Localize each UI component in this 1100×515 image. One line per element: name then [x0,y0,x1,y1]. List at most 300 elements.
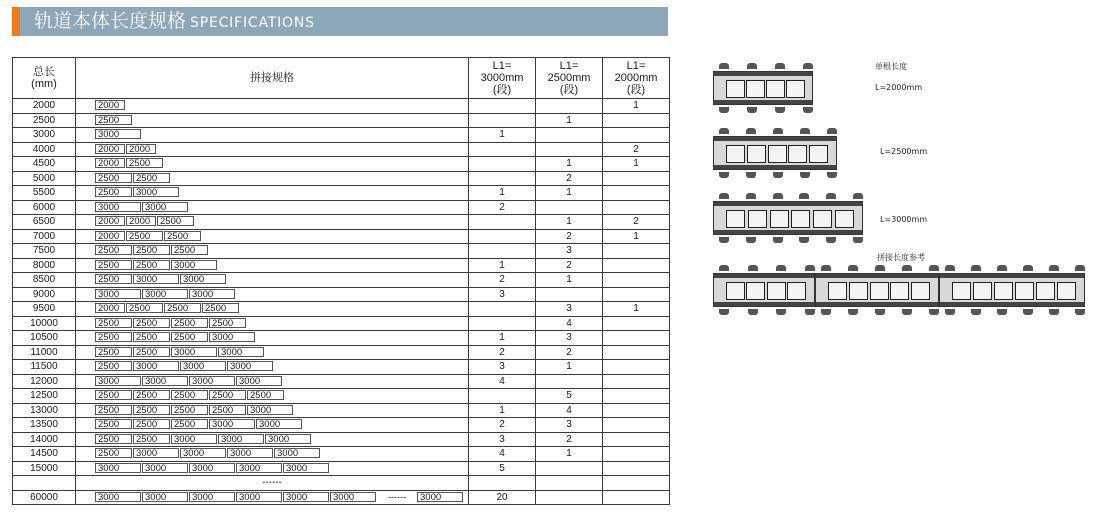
rail-roller [971,265,981,271]
rail-2000-label: L=2000mm [875,83,923,92]
total-length-cell: 4500 [13,157,76,172]
count-2500-cell: 3 [536,244,603,259]
total-length-cell: 15000 [13,461,76,476]
segment-box: 2000 [95,100,125,110]
rail-band [940,274,1084,278]
segment-box: 2500 [95,260,132,270]
segment-box: 2000 [95,216,125,226]
count-3000-cell [469,171,536,186]
col-l3000: L1= 3000mm (段) [469,58,536,99]
rail-window [770,210,789,228]
segment-box: 3000 [236,376,282,386]
segment-box: 2500 [164,303,201,313]
spec-table [12,57,670,505]
rail-band [714,72,812,76]
count-2500-cell [536,287,603,302]
table-row [13,490,670,505]
total-length-cell: 11000 [13,345,76,360]
table-row [13,360,670,375]
count-3000-cell: 3 [469,287,536,302]
count-3000-cell [469,142,536,157]
rail-roller [853,193,863,199]
rail-roller [800,128,810,134]
rail-roller [875,309,885,315]
count-2000-cell [603,360,670,375]
count-2000-cell: 2 [603,215,670,230]
segment-box: 3000 [227,448,273,458]
segment-box: 3000 [274,448,320,458]
rail-window [726,282,745,300]
table-header-row [13,58,670,99]
rail-roller [997,309,1007,315]
total-length-cell: 12000 [13,374,76,389]
count-2500-cell: 3 [536,418,603,433]
rail-roller [748,309,758,315]
config-cell [76,186,469,201]
col-l2500: L1= 2500mm (段) [536,58,603,99]
count-2500-cell [536,99,603,114]
rail-body [713,136,837,170]
rail-window [787,282,806,300]
count-3000-cell [469,244,536,259]
segment-box: 3000 [133,448,179,458]
config-cell [76,157,469,172]
rail-band [714,302,814,306]
segment-box: 3000 [142,202,188,212]
rail-body [815,273,939,307]
rail-3000-drawing [713,193,863,243]
rail-roller [746,172,756,178]
total-length-cell: 11500 [13,360,76,375]
section-title [34,9,315,36]
rail-roller [747,107,757,113]
rail-window [994,282,1013,300]
segment-box: 3000 [95,129,141,139]
segment-box: 2500 [95,318,132,328]
config-cell [76,447,469,462]
table-row [13,200,670,215]
rail-body [713,71,813,105]
segment-box: 3000 [236,492,282,502]
count-2500-cell: 2 [536,432,603,447]
total-length-cell: 8500 [13,273,76,288]
total-length-cell: 13000 [13,403,76,418]
segment-box: 2500 [133,434,170,444]
segment-box: 3000 [227,361,273,371]
config-cell [76,403,469,418]
count-2500-cell: 1 [536,113,603,128]
table-row [13,447,670,462]
table-row [13,229,670,244]
segment-box: 3000 [95,202,141,212]
rail-band [816,274,938,278]
segment-box: 2500 [133,260,170,270]
segment-box: 3000 [171,434,217,444]
total-length-cell: 8000 [13,258,76,273]
rail-2500-label: L=2500mm [880,147,928,156]
count-2500-cell: 1 [536,186,603,201]
rail-roller [1049,265,1059,271]
rail-window [952,282,971,300]
segment-box: 3000 [142,289,188,299]
total-length-cell: 5000 [13,171,76,186]
segment-box: 2500 [95,274,132,284]
rail-window [849,282,868,300]
count-2000-cell [603,418,670,433]
segment-box: 2000 [95,231,125,241]
rail-roller [827,172,837,178]
segment-box: 2500 [95,448,132,458]
rail-roller [775,107,785,113]
segment-box: 2500 [95,187,132,197]
rail-roller [826,193,836,199]
config-cell [76,99,469,114]
rail-window [911,282,930,300]
rail-window [746,282,765,300]
rail-window [890,282,909,300]
rail-band [714,230,862,234]
rail-window [786,80,805,98]
table-row [13,186,670,201]
total-length-cell: 13500 [13,418,76,433]
segment-box: 2500 [95,245,132,255]
rail-roller [719,63,729,69]
rail-band [816,302,938,306]
rail-roller [826,237,836,243]
rail-window [767,282,786,300]
count-3000-cell: 4 [469,447,536,462]
total-length-cell: 4000 [13,142,76,157]
count-3000-cell [469,215,536,230]
table-row [13,432,670,447]
rail-roller [929,309,939,315]
config-cell [76,302,469,317]
count-2500-cell: 2 [536,258,603,273]
segment-box: 2500 [133,419,170,429]
segment-box: 2500 [95,347,132,357]
count-2500-cell [536,476,603,491]
count-2000-cell [603,447,670,462]
rail-roller [799,193,809,199]
segment-box: 3000 [180,448,226,458]
count-2500-cell: 5 [536,389,603,404]
rail-roller [1023,265,1033,271]
table-row [13,389,670,404]
col-l2000: L1= 2000mm (段) [603,58,670,99]
count-2500-cell [536,200,603,215]
segment-box: 2500 [171,390,208,400]
splice-rail-segment [713,265,815,315]
segment-box: 3000 [283,463,329,473]
title-cn: 轨道本体长度规格 [34,10,187,32]
table-row [13,215,670,230]
ellipsis: ------ [262,477,282,488]
segment-box: 3000 [142,492,188,502]
rail-roller [719,193,729,199]
count-2000-cell [603,200,670,215]
segment-box: 2500 [95,434,132,444]
title-en: SPECIFICATIONS [190,15,315,31]
rail-roller [719,265,729,271]
rail-roller [929,265,939,271]
segment-box: 3000 [189,289,235,299]
rail-roller [805,309,815,315]
count-2000-cell [603,287,670,302]
rail-3000-label: L=3000mm [880,215,928,224]
rail-window [835,210,854,228]
segment-box: 3000 [142,463,188,473]
segment-box: 2500 [95,419,132,429]
config-cell [76,374,469,389]
rail-roller [902,265,912,271]
total-length-cell: 5500 [13,186,76,201]
rail-roller [821,309,831,315]
count-3000-cell: 5 [469,461,536,476]
rail-roller [803,107,813,113]
total-length-cell: 12500 [13,389,76,404]
table-body [13,99,670,505]
segment-box: 3000 [218,434,264,444]
rail-window [973,282,992,300]
ellipsis: ------ [388,491,406,502]
single-length-label: 单根长度 [875,62,907,71]
segment-box: 3000 [256,419,302,429]
count-3000-cell: 20 [469,490,536,505]
count-2500-cell: 3 [536,331,603,346]
segment-box: 3000 [95,289,141,299]
table-row [13,302,670,317]
table-row [13,142,670,157]
count-2000-cell: 1 [603,99,670,114]
segment-box: 3000 [189,492,235,502]
count-3000-cell: 1 [469,258,536,273]
count-3000-cell: 2 [469,200,536,215]
count-2000-cell: 1 [603,157,670,172]
rail-band [714,165,836,169]
count-3000-cell [469,229,536,244]
rail-roller [773,193,783,199]
config-cell [76,360,469,375]
segment-box: 3000 [236,463,282,473]
rail-roller [1049,309,1059,315]
config-cell [76,345,469,360]
count-3000-cell [469,99,536,114]
count-2500-cell [536,490,603,505]
config-cell [76,244,469,259]
table-row [13,258,670,273]
table-row [13,157,670,172]
count-2500-cell: 1 [536,360,603,375]
count-2000-cell [603,273,670,288]
rail-roller [747,63,757,69]
config-cell [76,389,469,404]
rail-roller [902,309,912,315]
segment-box: 3000 [142,376,188,386]
segment-box: 2500 [209,405,246,415]
total-length-cell: 9500 [13,302,76,317]
config-cell [76,273,469,288]
count-2500-cell: 3 [536,302,603,317]
count-2500-cell [536,374,603,389]
rail-window [746,80,765,98]
count-2500-cell: 4 [536,403,603,418]
splice-rail-segment [939,265,1085,315]
rail-roller [748,265,758,271]
splice-rail-segment [815,265,939,315]
rail-roller [971,309,981,315]
table-row [13,171,670,186]
segment-box: 2500 [171,419,208,429]
rail-roller [827,128,837,134]
rail-window [809,145,828,163]
count-2500-cell: 4 [536,316,603,331]
rail-roller [746,193,756,199]
rail-roller [1075,309,1085,315]
count-2000-cell [603,258,670,273]
count-2500-cell: 2 [536,171,603,186]
total-length-cell: 3000 [13,128,76,143]
table-row [13,345,670,360]
rail-roller [1023,309,1033,315]
header-accent-bar [12,7,20,36]
total-length-cell: 9000 [13,287,76,302]
rail-band [714,100,812,104]
count-3000-cell: 3 [469,360,536,375]
count-2000-cell [603,186,670,201]
config-cell [76,200,469,215]
rail-window [1015,282,1034,300]
rail-window [726,145,745,163]
rail-roller [805,265,815,271]
count-3000-cell: 1 [469,128,536,143]
config-cell [76,171,469,186]
rail-window [813,210,832,228]
segment-box: 3000 [265,434,311,444]
segment-box: 3000 [209,332,255,342]
count-2000-cell [603,331,670,346]
total-length-cell: 7500 [13,244,76,259]
rail-window [1057,282,1076,300]
segment-box: 3000 [133,187,179,197]
count-2500-cell: 1 [536,215,603,230]
rail-roller [773,172,783,178]
segment-box: 3000 [283,492,329,502]
total-length-cell: 2500 [13,113,76,128]
rail-roller [799,237,809,243]
segment-box: 2500 [126,158,163,168]
rail-2000-drawing [713,63,813,113]
count-2500-cell: 2 [536,345,603,360]
col-total-length: 总长 (mm) [13,58,76,99]
config-cell [76,229,469,244]
segment-box: 2500 [133,405,170,415]
segment-box: 3000 [95,463,141,473]
rail-window [768,145,787,163]
col-config: 拼接规格 [76,58,469,99]
rail-roller [821,265,831,271]
config-cell [76,287,469,302]
count-2000-cell: 1 [603,302,670,317]
config-cell [76,113,469,128]
count-2500-cell [536,128,603,143]
count-3000-cell: 2 [469,418,536,433]
count-2000-cell [603,403,670,418]
config-cell [76,432,469,447]
count-2000-cell [603,476,670,491]
segment-box: 3000 [180,361,226,371]
segment-box: 2500 [133,347,170,357]
segment-box: 2500 [95,390,132,400]
count-3000-cell [469,113,536,128]
segment-box: 2500 [164,231,201,241]
count-3000-cell: 1 [469,186,536,201]
config-cell [76,331,469,346]
table-row [13,403,670,418]
total-length-cell: 7000 [13,229,76,244]
rail-2500-drawing [713,128,837,178]
count-3000-cell [469,157,536,172]
table-row [13,273,670,288]
table-row [13,461,670,476]
count-3000-cell [469,389,536,404]
count-2000-cell [603,490,670,505]
config-cell [76,258,469,273]
total-length-cell: 6500 [13,215,76,230]
rail-band [714,202,862,206]
segment-box: 2500 [95,332,132,342]
table-row [13,316,670,331]
segment-box: 3000 [330,492,376,502]
segment-box: 2500 [171,405,208,415]
rail-roller [776,309,786,315]
total-length-cell: 2000 [13,99,76,114]
segment-box: 2500 [171,318,208,328]
table-row [13,418,670,433]
rail-roller [800,172,810,178]
table-row [13,113,670,128]
segment-box: 2500 [202,303,239,313]
segment-box: 2000 [95,158,125,168]
count-2000-cell [603,171,670,186]
config-cell [76,490,469,505]
config-cell [76,128,469,143]
count-2000-cell [603,374,670,389]
rail-roller [746,128,756,134]
count-3000-cell [469,302,536,317]
rail-roller [853,237,863,243]
count-3000-cell: 2 [469,345,536,360]
rail-roller [719,128,729,134]
total-length-cell [13,476,76,491]
segment-box: 2000 [126,216,156,226]
rail-window [870,282,889,300]
table-row [13,374,670,389]
config-cell [76,461,469,476]
segment-box: 2500 [95,115,132,125]
rail-roller [1075,265,1085,271]
rail-illustration [705,55,1095,325]
total-length-cell: 60000 [13,490,76,505]
rail-window [766,80,785,98]
segment-box: 3000 [133,274,179,284]
table-row [13,287,670,302]
rail-roller [848,265,858,271]
rail-roller [875,265,885,271]
count-2000-cell [603,244,670,259]
segment-box: 2500 [209,390,246,400]
rail-roller [945,265,955,271]
rail-roller [803,63,813,69]
